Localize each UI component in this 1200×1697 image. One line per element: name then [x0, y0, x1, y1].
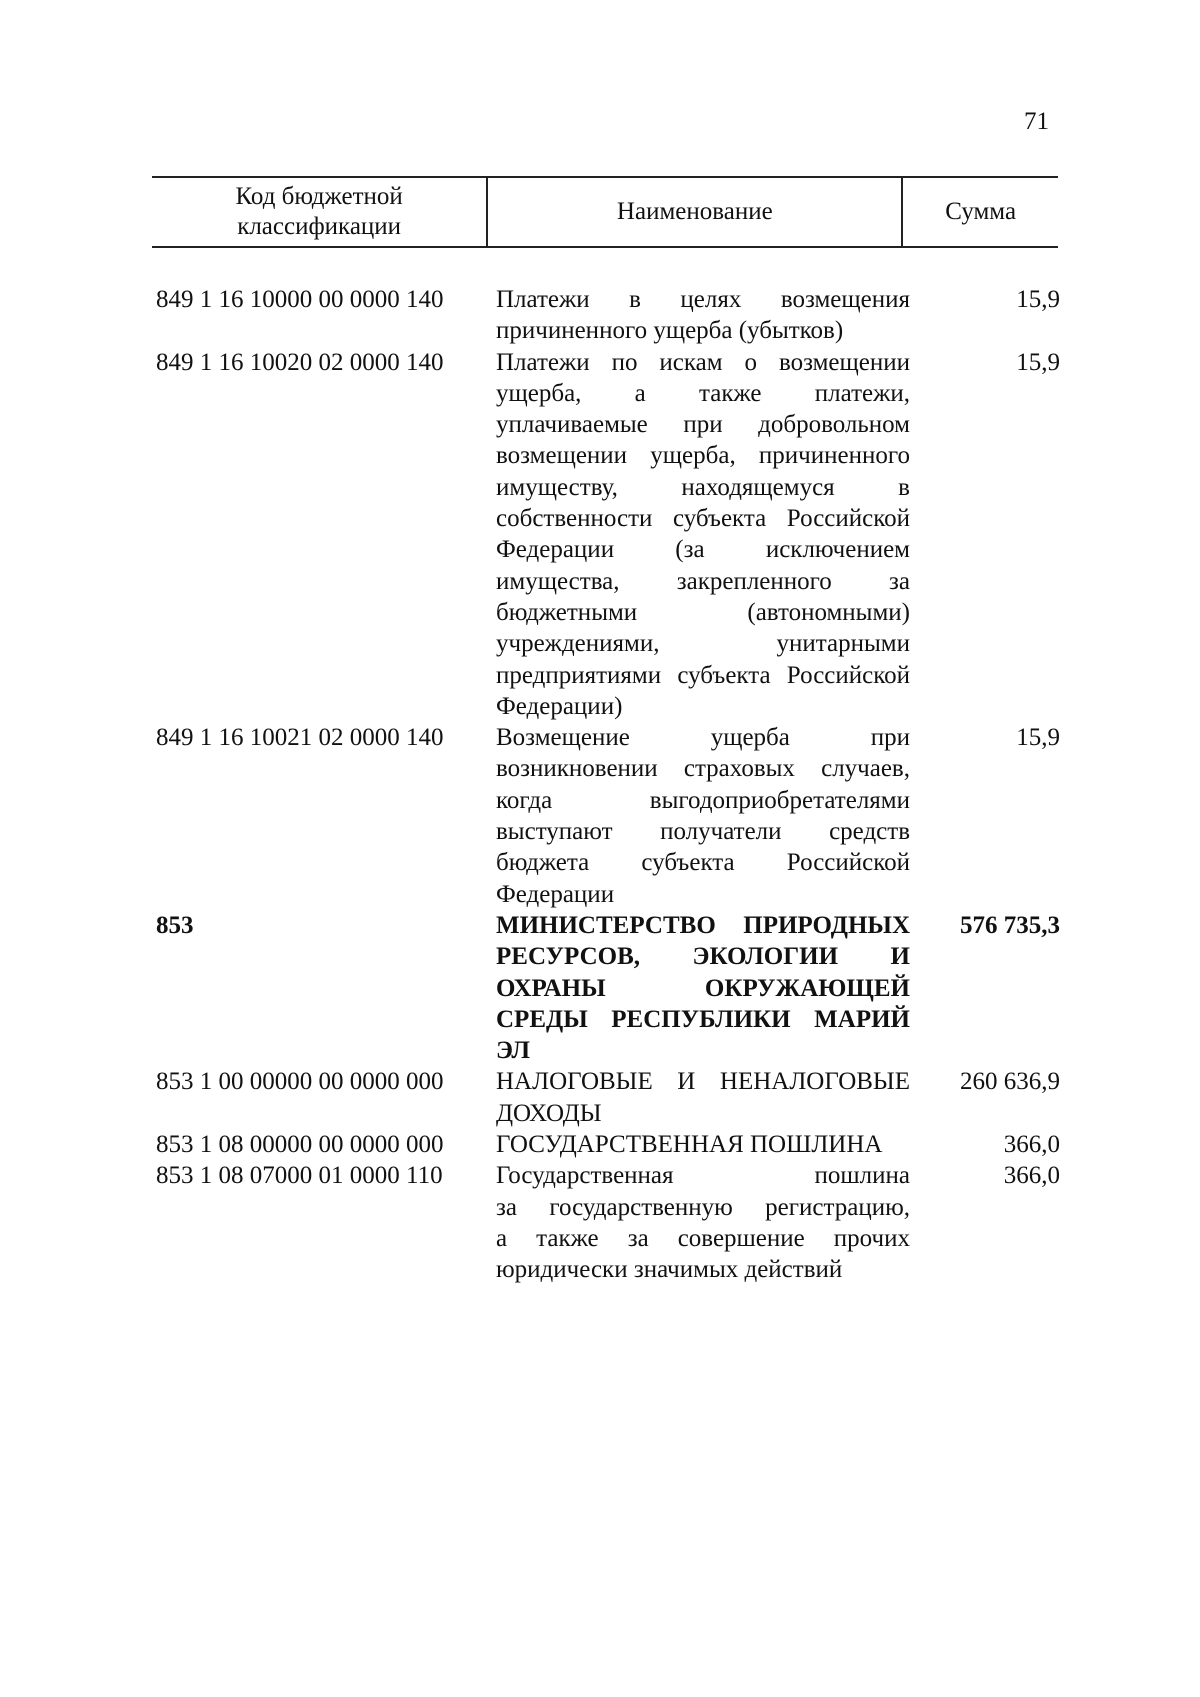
row-name: Платежи по искам о возмещении ущерба, а также платежи, уплачиваемые при добровольном возмещении ущерба, причиненного имуществу, находящемуся в собственности субъекта Российской Федерации (за исключением имущества, закрепленного за бюджетными (автономными) учреждениями, унитарными предприятиями субъекта Российской Федерации) [496, 348, 910, 720]
row-code: 849 1 16 10000 00 0000 140 [156, 286, 444, 313]
row-name: Платежи в целях возмещения причиненного ущерба (убытков) [496, 286, 910, 345]
row-name-line: за государственную регистрацию, [496, 1193, 910, 1221]
row-sum: 260 636,9 [960, 1068, 1060, 1096]
row-name-line: а также за совершение прочих [496, 1224, 910, 1252]
header-sum: Сумма [945, 198, 1017, 225]
page-number: 71 [1024, 108, 1049, 135]
row-sum: 15,9 [1016, 348, 1060, 376]
table-row [156, 284, 1066, 347]
table-row [156, 1129, 1066, 1160]
row-name: НАЛОГОВЫЕ И НЕНАЛОГОВЫЕ ДОХОДЫ [496, 1068, 910, 1127]
table-row [156, 1160, 1066, 1285]
row-code: 853 1 08 00000 00 0000 000 [156, 1131, 444, 1159]
row-sum: 576 735,3 [960, 911, 1060, 939]
header-code: Код бюджетной классификации [152, 178, 488, 246]
row-name: ГОСУДАРСТВЕННАЯ ПОШЛИНА [496, 1131, 883, 1159]
row-name: МИНИСТЕРСТВО ПРИРОДНЫХ РЕСУРСОВ, ЭКОЛОГИИ И ОХРАНЫ ОКРУЖАЮЩЕЙ СРЕДЫ РЕСПУБЛИКИ МАРИЙ ЭЛ [496, 911, 910, 1065]
row-sum: 366,0 [1003, 1131, 1060, 1159]
table-row [156, 347, 1066, 723]
table-row-ministry [156, 910, 1066, 1066]
row-sum: 366,0 [1003, 1162, 1060, 1190]
row-code: 853 1 00 00000 00 0000 000 [156, 1068, 444, 1096]
row-name: Возмещение ущерба при возникновении страховых случаев, когда выгодоприобретателями выступают получатели средств бюджета субъекта Российской Федерации [496, 724, 910, 908]
row-sum: 15,9 [1016, 724, 1060, 752]
table-header [152, 176, 1058, 248]
row-code: 849 1 16 10020 02 0000 140 [156, 348, 444, 376]
row-code: 853 1 08 07000 01 0000 110 [156, 1162, 443, 1190]
row-code: 853 [156, 911, 194, 939]
row-code: 849 1 16 10021 02 0000 140 [156, 724, 444, 752]
table-row [156, 722, 1066, 910]
row-name-line: юридически значимых действий [496, 1256, 843, 1284]
row-name [496, 1160, 910, 1285]
row-sum: 15,9 [1016, 286, 1060, 313]
table-row [156, 1066, 1066, 1129]
header-name: Наименование [488, 178, 903, 246]
row-name-line: Государственная пошлина [496, 1162, 910, 1190]
table-body [156, 284, 1066, 1286]
